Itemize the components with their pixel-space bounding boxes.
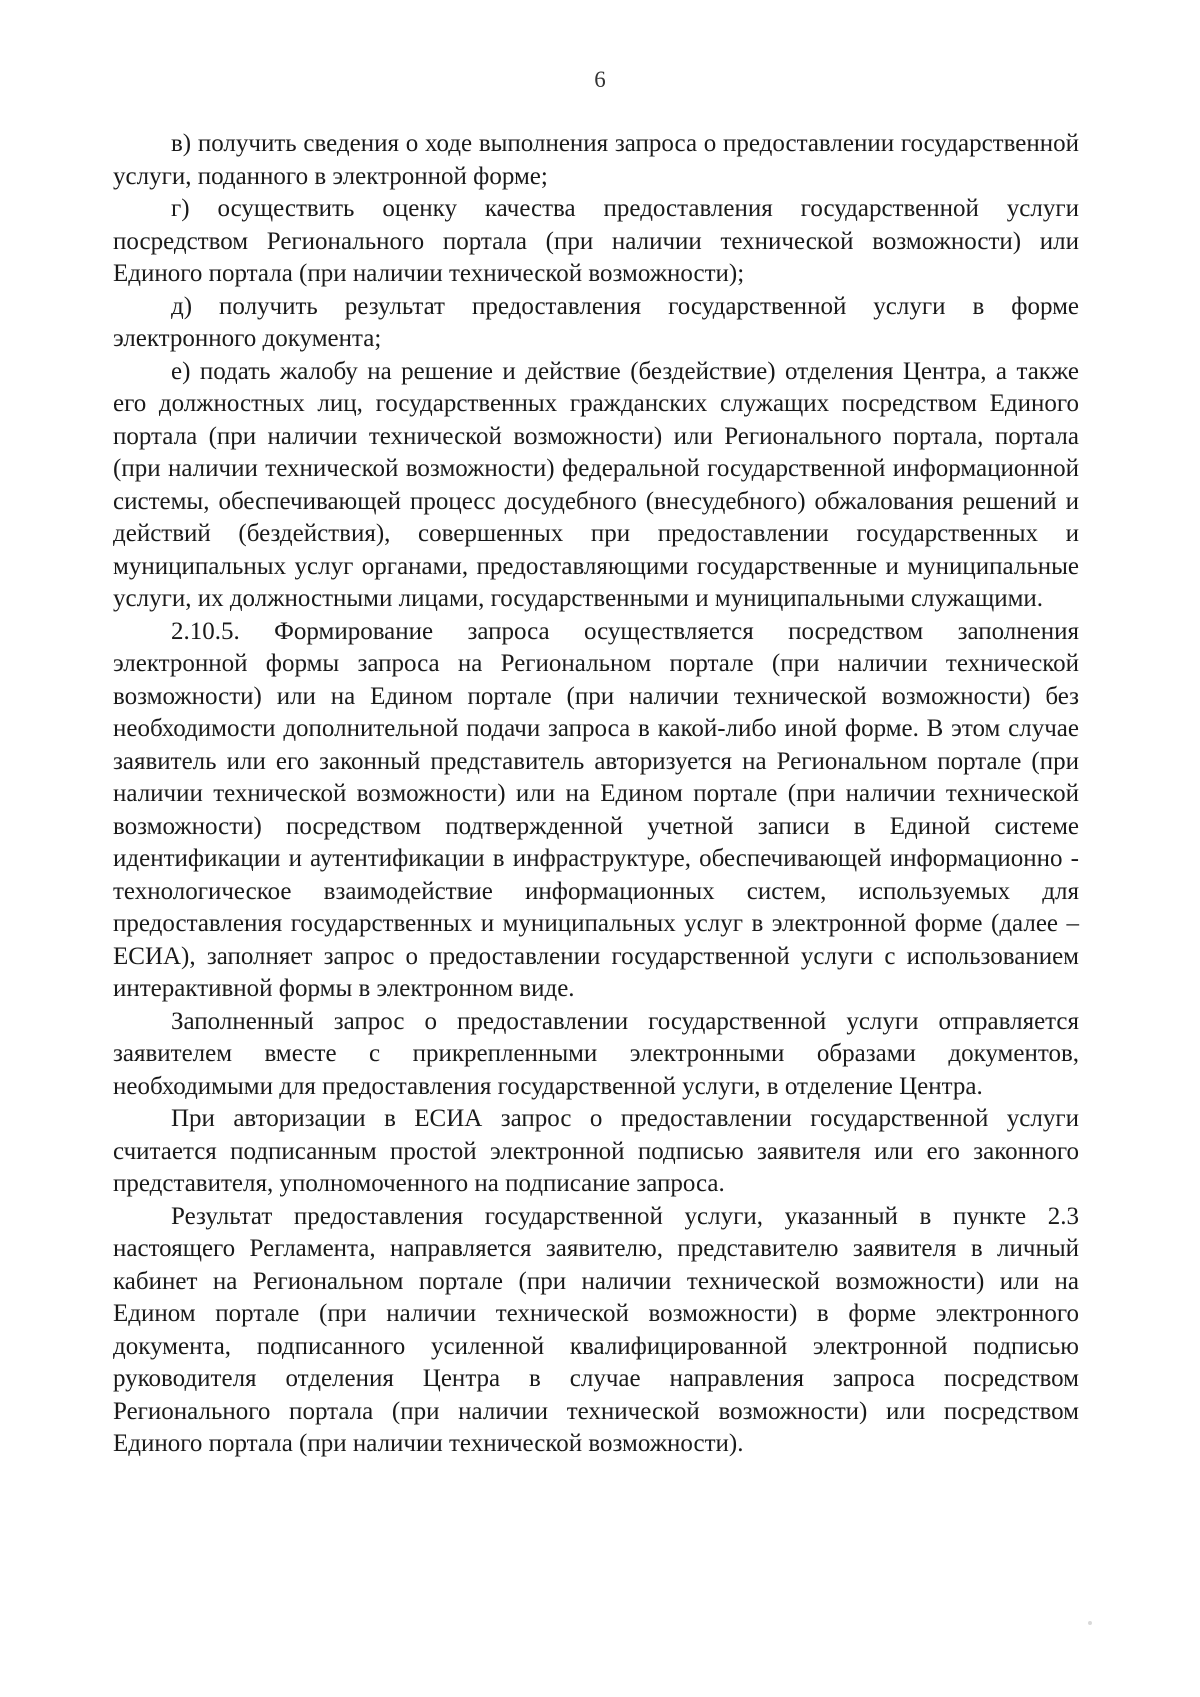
- document-body: [113, 128, 1079, 1461]
- paragraph-esia-signature: При авторизации в ЕСИА запрос о предоставлении государственной услуги считается подписанным простой электронной подписью заявителя или его законного представителя, уполномоченного на подписание запроса.: [113, 1105, 1079, 1197]
- paragraph-section-2-10-5: 2.10.5. Формирование запроса осуществляется посредством заполнения электронной формы запроса на Региональном портале (при наличии технической возможности) или на Едином портале (при наличии технической возможности) без необходимости дополнительной подачи запроса в какой-либо иной форме. В этом случае заявитель или его законный представитель авторизуется на Региональном портале (при наличии технической возможности) или на Едином портале (при наличии технической возможности) посредством подтвержденной учетной записи в Единой системе идентификации и аутентификации в инфраструктуре, обеспечивающей информационно - технологическое взаимодействие информационных систем, используемых для предоставления государственных и муниципальных услуг в электронной форме (далее – ЕСИА), заполняет запрос о предоставлении государственной услуги с использованием интерактивной формы в электронном виде.: [113, 617, 1079, 1002]
- paragraph-item-e: е) подать жалобу на решение и действие (бездействие) отделения Центра, а также его должностных лиц, государственных гражданских служащих посредством Единого портала (при наличии технической возможности) или Регионального портала, портала (при наличии технической возможности) федеральной государственной информационной системы, обеспечивающей процесс досудебного (внесудебного) обжалования решений и действий (бездействия), совершенных при предоставлении государственных и муниципальных услуг органами, предоставляющими государственные и муниципальные услуги, их должностными лицами, государственными и муниципальными служащими.: [113, 357, 1079, 612]
- paragraph-item-d: д) получить результат предоставления государственной услуги в форме электронного документа;: [113, 292, 1079, 352]
- page-number: 6: [594, 67, 606, 92]
- paragraph-request-submission: Заполненный запрос о предоставлении государственной услуги отправляется заявителем вместе с прикрепленными электронными образами документов, необходимыми для предоставления государственной услуги, в отделение Центра.: [113, 1007, 1079, 1100]
- paragraph-result-delivery: Результат предоставления государственной услуги, указанный в пункте 2.3 настоящего Регламента, направляется заявителю, представителю заявителя в личный кабинет на Региональном портале (при наличии технической возможности) или на Едином портале (при наличии технической возможности) в форме электронного документа, подписанного усиленной квалифицированной электронной подписью руководителя отделения Центра в случае направления запроса посредством Регионального портала (при наличии технической возможности) или посредством Единого портала (при наличии технической возможности).: [113, 1202, 1079, 1457]
- scan-speck: [1088, 1621, 1092, 1625]
- paragraph-item-v: в) получить сведения о ходе выполнения запроса о предоставлении государственной услуги, поданного в электронной форме;: [113, 130, 1079, 190]
- paragraph-item-g: г) осуществить оценку качества предоставления государственной услуги посредством Регионального портала (при наличии технической возможности) или Единого портала (при наличии технической возможности);: [113, 195, 1079, 287]
